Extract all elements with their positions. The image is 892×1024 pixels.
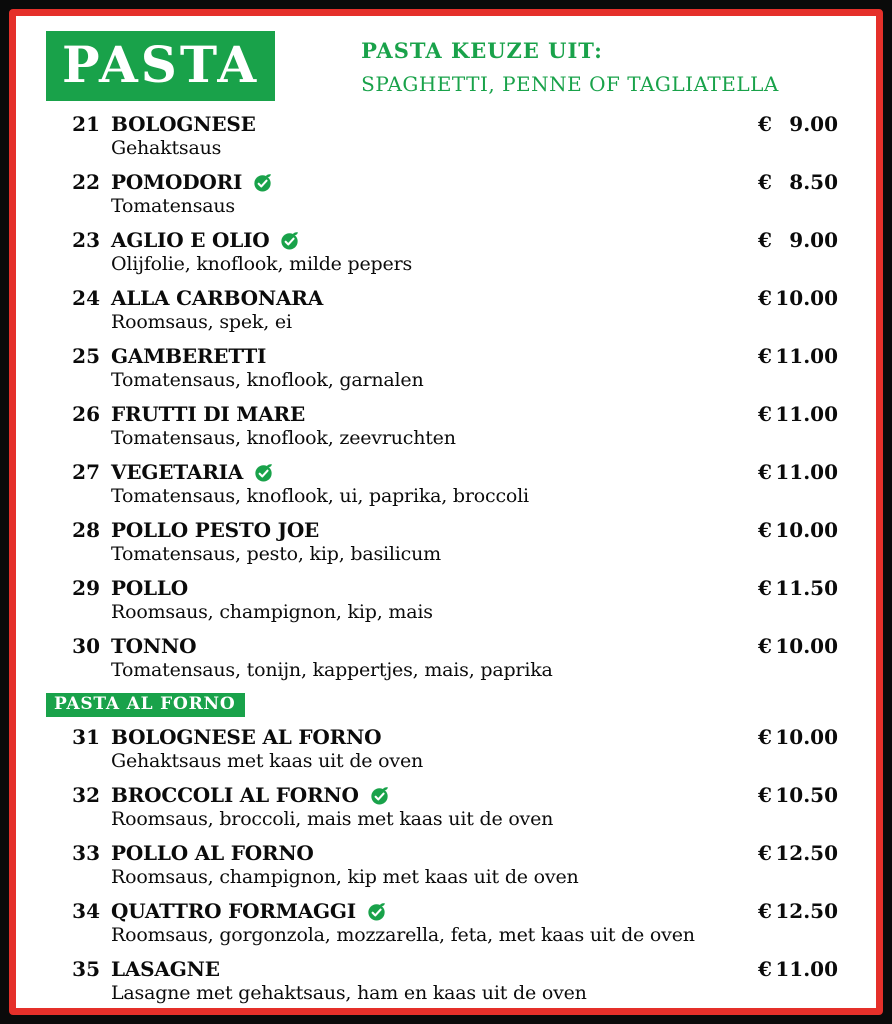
section-header-text: PASTA AL FORNO [46, 693, 245, 717]
item-name: AGLIO E OLIO [111, 228, 270, 252]
price-currency: € [758, 228, 772, 252]
menu-card [9, 9, 883, 1015]
item-title-line [62, 519, 441, 542]
item-name: BOLOGNESE AL FORNO [111, 725, 382, 749]
item-main [62, 958, 587, 1005]
price-amount: 11.00 [775, 402, 838, 426]
vegetarian-icon [366, 901, 387, 922]
item-title-line [62, 171, 273, 194]
item-price [758, 635, 838, 658]
item-description: Tomatensaus, tonijn, kappertjes, mais, paprika [111, 659, 553, 681]
item-name: BROCCOLI AL FORNO [111, 783, 359, 807]
item-number: 28 [72, 518, 100, 542]
page-title [46, 31, 275, 101]
price-amount: 11.00 [775, 344, 838, 368]
item-number: 31 [72, 725, 100, 749]
menu-item [32, 958, 838, 1005]
section-header [46, 693, 838, 717]
menu-item [32, 726, 838, 773]
item-description: Olijfolie, knoflook, milde pepers [111, 253, 412, 275]
vegetarian-icon [279, 230, 300, 251]
item-name: POLLO PESTO JOE [111, 518, 320, 542]
menu-item [32, 287, 838, 334]
price-currency: € [758, 576, 772, 600]
item-description: Roomsaus, gorgonzola, mozzarella, feta, met kaas uit de oven [111, 924, 695, 946]
item-description: Tomatensaus, knoflook, ui, paprika, broccoli [111, 485, 529, 507]
menu-header [46, 31, 838, 101]
price-currency: € [758, 899, 772, 923]
item-title-line [62, 958, 587, 981]
item-main [62, 900, 695, 947]
item-number: 30 [72, 634, 100, 658]
price-amount: 9.00 [789, 112, 838, 136]
item-main [62, 461, 529, 508]
item-number: 21 [72, 112, 100, 136]
item-name: ALLA CARBONARA [111, 286, 324, 310]
item-description: Tomatensaus [111, 195, 235, 217]
menu-item [32, 900, 838, 947]
price-amount: 9.00 [789, 228, 838, 252]
item-title-line [62, 113, 256, 136]
item-main [62, 519, 441, 566]
item-number: 32 [72, 783, 100, 807]
item-price [758, 403, 838, 426]
item-description: Lasagne met gehaktsaus, ham en kaas uit de oven [111, 982, 587, 1004]
menu-item [32, 461, 838, 508]
price-currency: € [758, 344, 772, 368]
menu-item [32, 113, 838, 160]
item-name: POLLO [111, 576, 189, 600]
item-price [758, 345, 838, 368]
item-name: LASAGNE [111, 957, 220, 981]
price-amount: 12.50 [775, 899, 838, 923]
price-currency: € [758, 286, 772, 310]
item-main [62, 784, 553, 831]
item-number: 23 [72, 228, 100, 252]
item-description: Roomsaus, spek, ei [111, 311, 292, 333]
item-description: Roomsaus, champignon, kip, mais [111, 601, 433, 623]
item-description: Roomsaus, champignon, kip met kaas uit de oven [111, 866, 579, 888]
item-number: 25 [72, 344, 100, 368]
item-price [758, 784, 838, 807]
item-price [758, 171, 838, 194]
price-currency: € [758, 841, 772, 865]
menu-items-list [32, 113, 838, 1005]
item-title-line [62, 726, 423, 749]
item-title-line [62, 287, 323, 310]
item-name: VEGETARIA [111, 460, 244, 484]
item-name: FRUTTI DI MARE [111, 402, 306, 426]
item-name: QUATTRO FORMAGGI [111, 899, 356, 923]
menu-item [32, 345, 838, 392]
menu-item [32, 171, 838, 218]
price-currency: € [758, 170, 772, 194]
item-price [758, 287, 838, 310]
item-title-line [62, 900, 695, 923]
item-price [758, 577, 838, 600]
menu-item [32, 842, 838, 889]
item-main [62, 345, 424, 392]
item-number: 27 [72, 460, 100, 484]
item-price [758, 229, 838, 252]
item-title-line [62, 577, 433, 600]
item-name: BOLOGNESE [111, 112, 256, 136]
item-title-line [62, 842, 579, 865]
item-main [62, 635, 553, 682]
item-number: 22 [72, 170, 100, 194]
item-description: Tomatensaus, pesto, kip, basilicum [111, 543, 441, 565]
item-main [62, 726, 423, 773]
item-price [758, 726, 838, 749]
item-number: 29 [72, 576, 100, 600]
price-amount: 11.00 [775, 957, 838, 981]
menu-item [32, 229, 838, 276]
item-price [758, 958, 838, 981]
choice-options: SPAGHETTI, PENNE OF TAGLIATELLA [361, 72, 779, 96]
price-currency: € [758, 725, 772, 749]
price-currency: € [758, 783, 772, 807]
item-main [62, 287, 323, 334]
item-main [62, 171, 273, 218]
price-currency: € [758, 460, 772, 484]
item-title-line [62, 635, 553, 658]
item-number: 24 [72, 286, 100, 310]
price-amount: 10.50 [775, 783, 838, 807]
price-currency: € [758, 957, 772, 981]
item-main [62, 403, 456, 450]
item-title-line [62, 461, 529, 484]
item-name: POLLO AL FORNO [111, 841, 314, 865]
price-amount: 10.00 [775, 725, 838, 749]
item-number: 34 [72, 899, 100, 923]
price-amount: 11.00 [775, 460, 838, 484]
item-main [62, 577, 433, 624]
choice-label: PASTA KEUZE UIT: [361, 38, 603, 63]
item-price [758, 113, 838, 136]
menu-item [32, 784, 838, 831]
item-name: GAMBERETTI [111, 344, 267, 368]
price-amount: 10.00 [775, 286, 838, 310]
item-description: Tomatensaus, knoflook, zeevruchten [111, 427, 456, 449]
item-description: Roomsaus, broccoli, mais met kaas uit de oven [111, 808, 554, 830]
vegetarian-icon [253, 462, 274, 483]
item-description: Gehaktsaus [111, 137, 222, 159]
item-main [62, 113, 256, 160]
price-currency: € [758, 634, 772, 658]
page-title-text: PASTA [62, 35, 260, 94]
item-title-line [62, 403, 456, 426]
price-amount: 10.00 [775, 634, 838, 658]
item-price [758, 519, 838, 542]
item-main [62, 229, 412, 276]
menu-item [32, 519, 838, 566]
item-title-line [62, 784, 553, 807]
menu-item [32, 635, 838, 682]
item-title-line [62, 345, 424, 368]
price-amount: 8.50 [789, 170, 838, 194]
item-number: 26 [72, 402, 100, 426]
menu-item [32, 577, 838, 624]
item-price [758, 900, 838, 923]
price-currency: € [758, 402, 772, 426]
item-description: Tomatensaus, knoflook, garnalen [111, 369, 424, 391]
item-price [758, 842, 838, 865]
price-currency: € [758, 112, 772, 136]
item-number: 35 [72, 957, 100, 981]
item-title-line [62, 229, 412, 252]
item-number: 33 [72, 841, 100, 865]
price-amount: 10.00 [775, 518, 838, 542]
item-main [62, 842, 579, 889]
item-price [758, 461, 838, 484]
price-amount: 11.50 [775, 576, 838, 600]
vegetarian-icon [369, 785, 390, 806]
price-currency: € [758, 518, 772, 542]
item-name: TONNO [111, 634, 197, 658]
item-description: Gehaktsaus met kaas uit de oven [111, 750, 424, 772]
menu-item [32, 403, 838, 450]
item-name: POMODORI [111, 170, 243, 194]
menu-choice [361, 31, 779, 96]
price-amount: 12.50 [775, 841, 838, 865]
vegetarian-icon [252, 172, 273, 193]
